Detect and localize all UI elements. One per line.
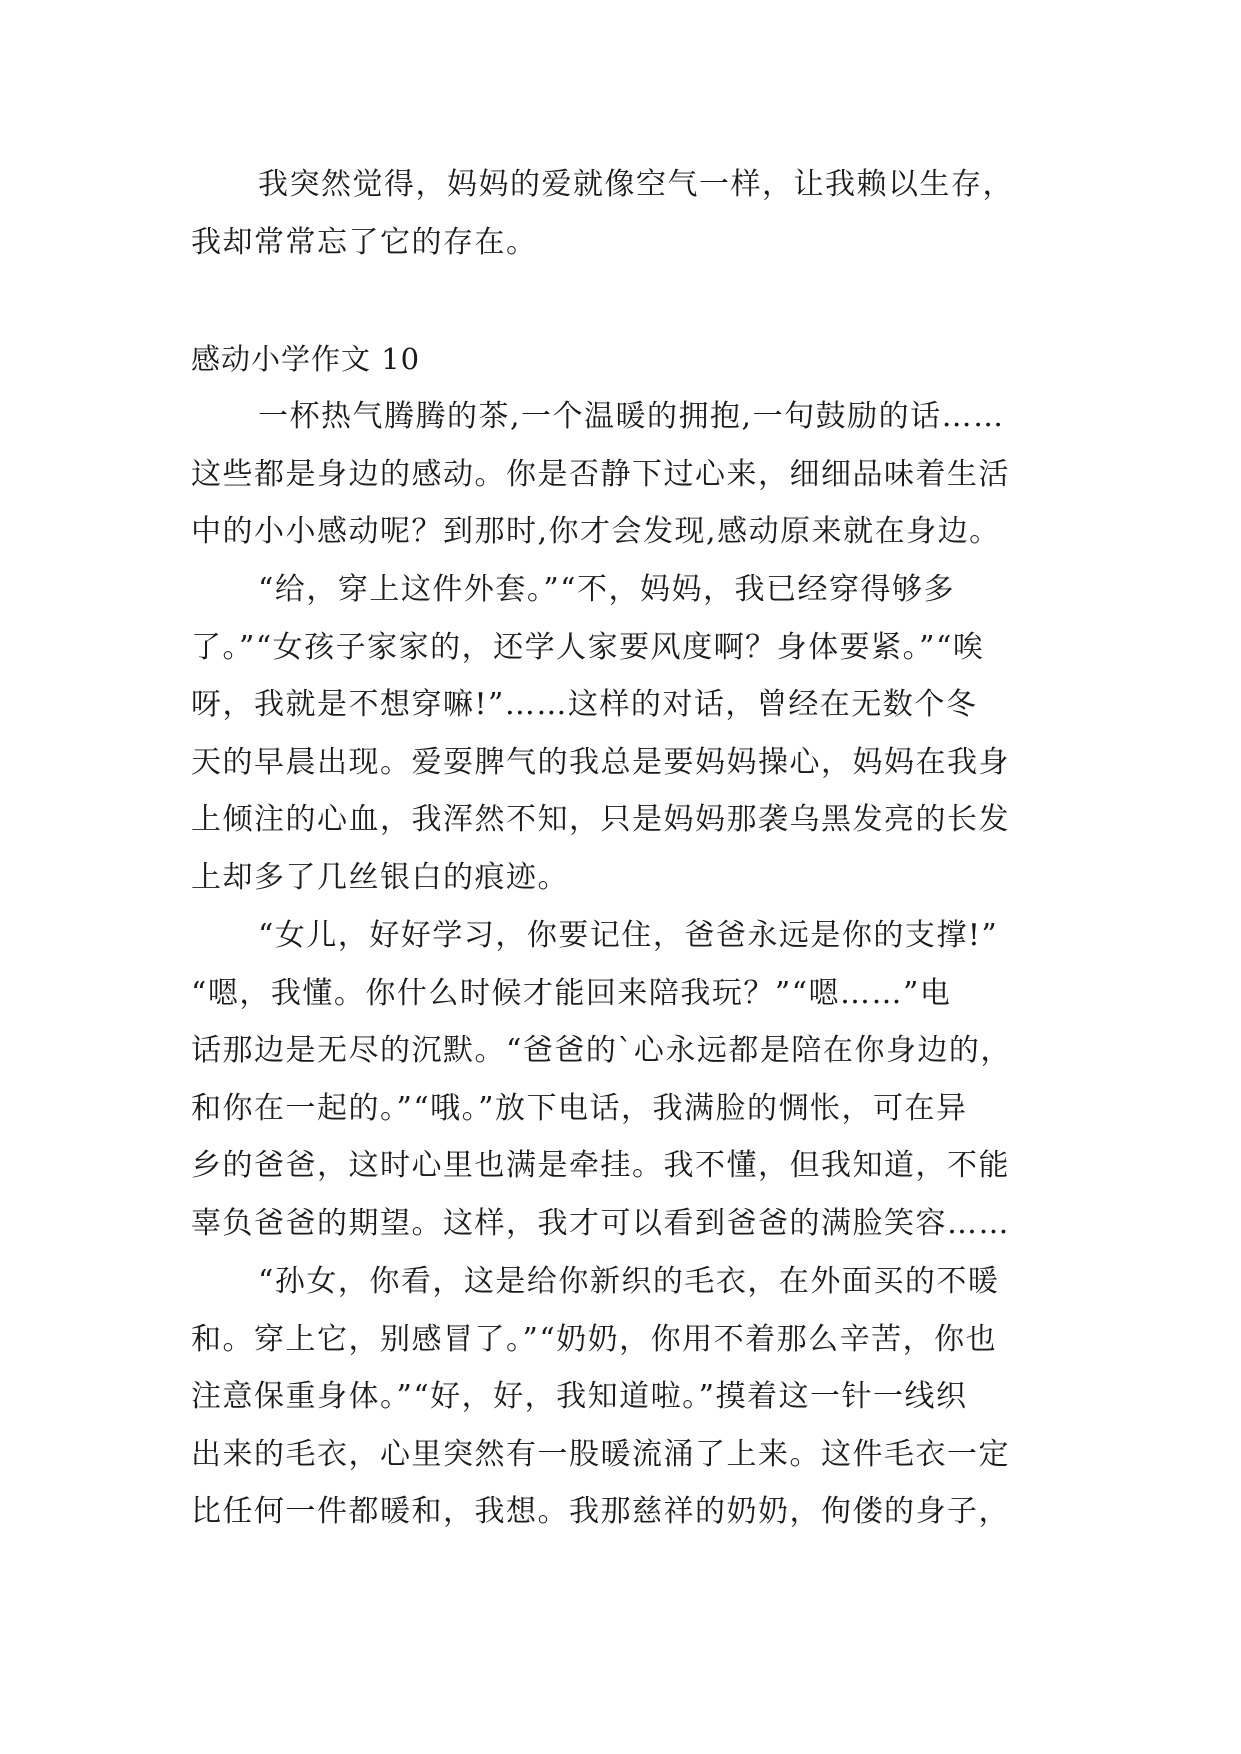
- paragraph-line: 中的小小感动呢？到那时,你才会发现,感动原来就在身边。: [191, 514, 1001, 549]
- paragraph-line: 我却常常忘了它的存在。: [191, 225, 538, 260]
- paragraph-line: “孙女，你看，这是给你新织的毛衣，在外面买的不暖: [258, 1264, 1000, 1299]
- paragraph-line: 和你在一起的。”“哦。”放下电话，我满脸的惆怅，可在异: [191, 1091, 968, 1126]
- paragraph-line: 话那边是无尽的沉默。“爸爸的`心永远都是陪在你身边的，: [191, 1033, 1012, 1068]
- paragraph-line: 了。”“女孩子家家的，还学人家要风度啊？身体要紧。”“唉: [191, 630, 985, 665]
- paragraph-line: 辜负爸爸的期望。这样，我才可以看到爸爸的满脸笑容……: [191, 1206, 1010, 1241]
- paragraph-line: 乡的爸爸，这时心里也满是牵挂。我不懂，但我知道，不能: [191, 1148, 1010, 1183]
- paragraph-line: 一杯热气腾腾的茶,一个温暖的拥抱,一句鼓励的话……: [258, 399, 1005, 434]
- paragraph-line: 和。穿上它，别感冒了。”“奶奶，你用不着那么辛苦，你也: [191, 1322, 998, 1357]
- paragraph-line: 注意保重身体。”“好，好，我知道啦。”摸着这一针一线织: [191, 1379, 968, 1414]
- paragraph-line: “嗯，我懂。你什么时候才能回来陪我玩？”“嗯……”电: [191, 976, 952, 1011]
- paragraph-line: “女儿，好好学习，你要记住，爸爸永远是你的支撑!”: [258, 918, 999, 953]
- paragraph-line: 上倾注的心血，我浑然不知，只是妈妈那袭乌黑发亮的长发: [191, 802, 1010, 837]
- paragraph-line: 比任何一件都暖和，我想。我那慈祥的奶奶，佝偻的身子，: [191, 1494, 1010, 1529]
- paragraph-line: 上却多了几丝银白的痕迹。: [191, 860, 569, 895]
- paragraph-line: 这些都是身边的感动。你是否静下过心来，细细品味着生活: [191, 457, 1010, 492]
- paragraph-line: 我突然觉得，妈妈的爱就像空气一样，让我赖以生存，: [258, 167, 1014, 202]
- section-title: 感动小学作文 10: [191, 342, 421, 376]
- paragraph-line: 天的早晨出现。爱耍脾气的我总是要妈妈操心，妈妈在我身: [191, 745, 1010, 780]
- paragraph-line: 出来的毛衣，心里突然有一股暖流涌了上来。这件毛衣一定: [191, 1437, 1010, 1472]
- paragraph-line: 呀，我就是不想穿嘛!”……这样的对话，曾经在无数个冬: [191, 687, 978, 722]
- paragraph-line: “给，穿上这件外套。”“不，妈妈，我已经穿得够多: [258, 572, 956, 607]
